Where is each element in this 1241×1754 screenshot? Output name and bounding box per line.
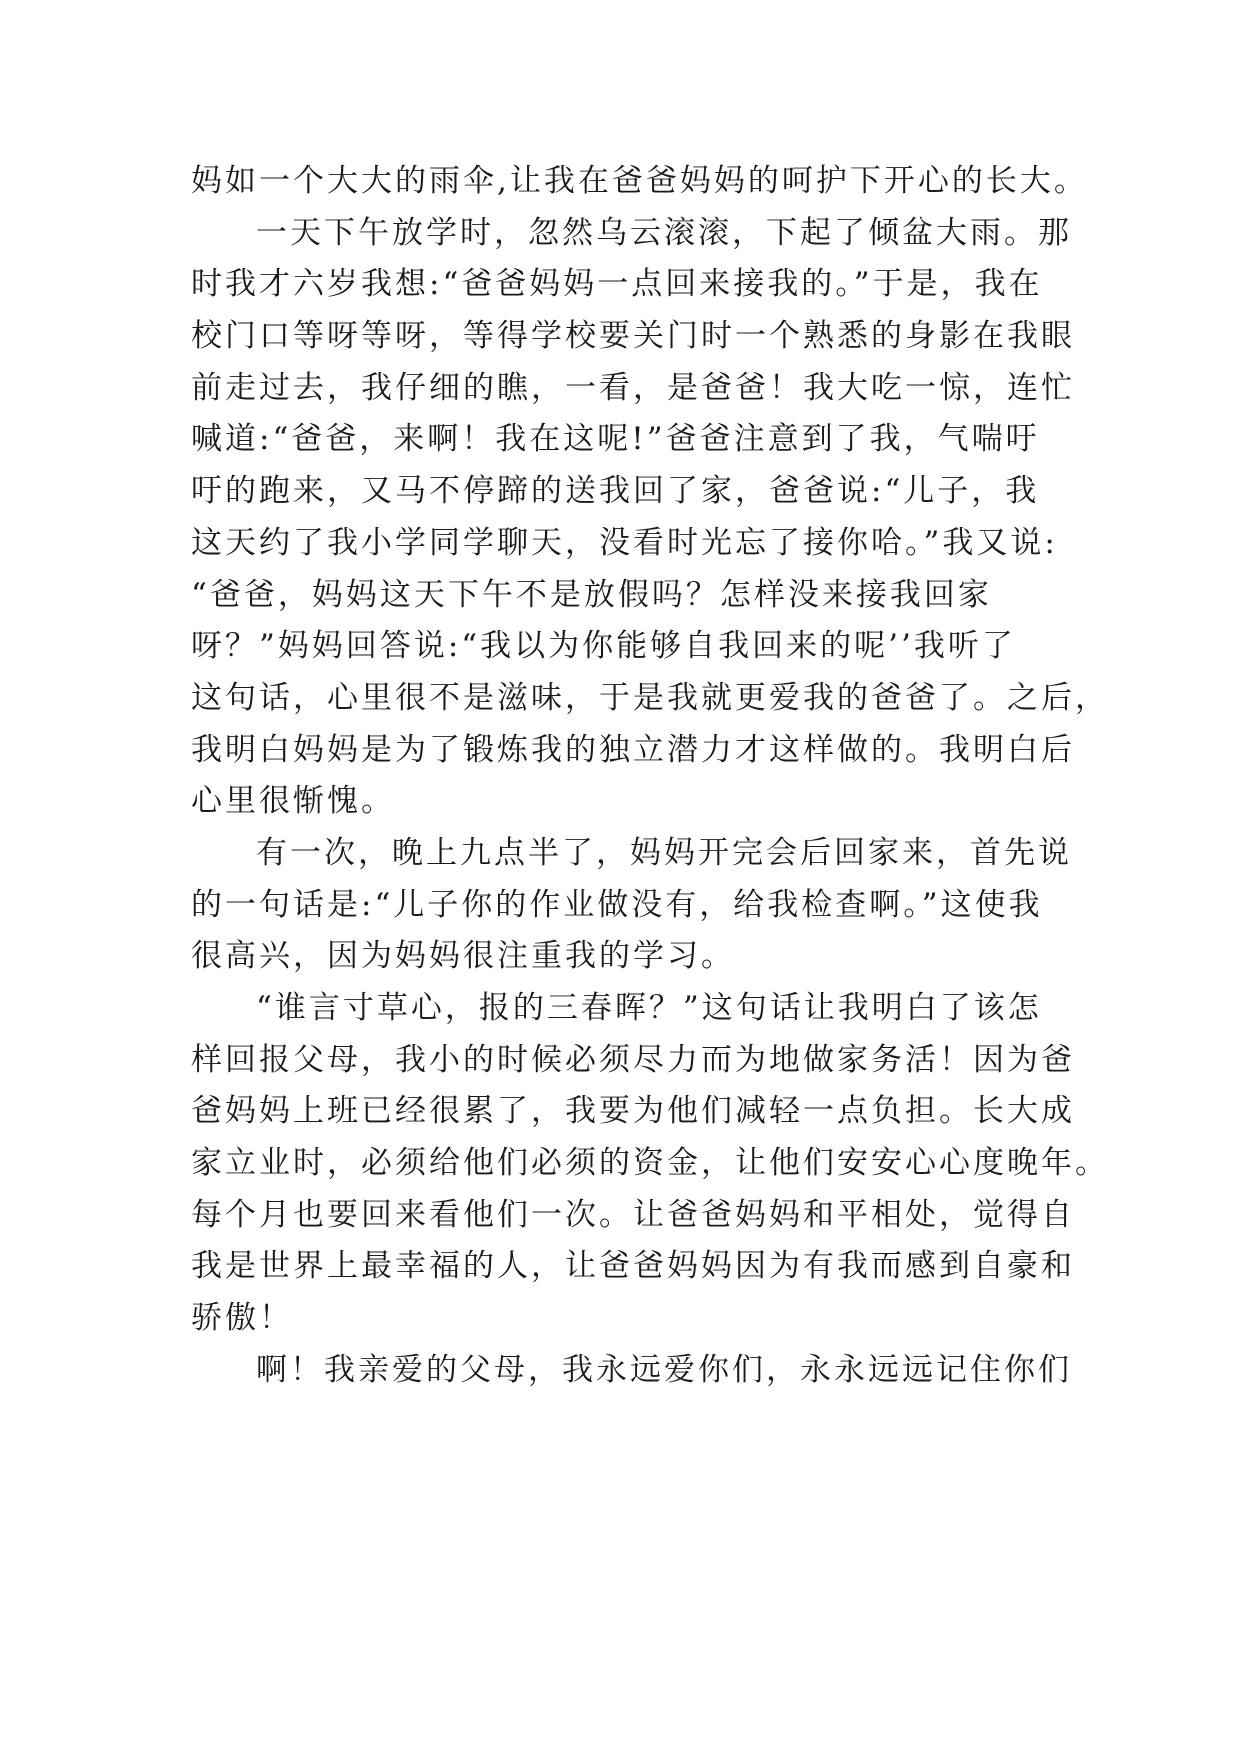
text-line: 这天约了我小学同学聊天，没看时光忘了接你哈。”我又说: [191,524,1058,561]
text-line: 妈如一个大大的雨伞,让我在爸爸妈妈的呵护下开心的长大。 [191,163,1088,199]
text-line: 我是世界上最幸福的人，让爸爸妈妈因为有我而感到自豪和 [191,1248,1075,1285]
text-line: 吁的跑来，又马不停蹄的送我回了家，爸爸说:“儿子，我 [191,473,1040,510]
text-line: 我明白妈妈是为了锻炼我的独立潜力才这样做的。我明白后 [191,731,1075,768]
text-line: 有一次，晚上九点半了，妈妈开完会后回家来，首先说 [256,834,1072,871]
text-line: 时我才六岁我想:“爸爸妈妈一点回来接我的。”于是，我在 [191,266,1043,303]
text-line: 喊道:“爸爸，来啊！我在这呢!”爸爸注意到了我，气喘吁 [191,421,1040,458]
text-line: 校门口等呀等呀，等得学校要关门时一个熟悉的身影在我眼 [191,318,1075,355]
text-line: 样回报父母，我小的时候必须尽力而为地做家务活！因为爸 [191,1041,1075,1078]
text-line: 的一句话是:“儿子你的作业做没有，给我检查啊。”这使我 [191,886,1043,923]
document-body [191,156,1109,1397]
text-line: 家立业时，必须给他们必须的资金，让他们安安心心度晚年。 [191,1145,1109,1182]
text-line: “谁言寸草心，报的三春晖？”这句话让我明白了该怎 [256,990,1042,1026]
text-line: 爸妈妈上班已经很累了，我要为他们减轻一点负担。长大成 [191,1093,1075,1130]
text-line: 前走过去，我仔细的瞧，一看，是爸爸！我大吃一惊，连忙 [191,369,1075,406]
text-line: 啊！我亲爱的父母，我永远爱你们，永永远远记住你们 [256,1351,1072,1388]
text-line: 骄傲！ [191,1300,293,1337]
text-line: “爸爸，妈妈这天下午不是放假吗？怎样没来接我回家 [191,576,992,613]
text-line: 很高兴，因为妈妈很注重我的学习。 [191,938,735,975]
text-line: 一天下午放学时，忽然乌云滚滚，下起了倾盆大雨。那 [256,214,1072,251]
text-line: 每个月也要回来看他们一次。让爸爸妈妈和平相处，觉得自 [191,1196,1075,1233]
text-line: 这句话，心里很不是滋味，于是我就更爱我的爸爸了。之后， [191,679,1109,716]
text-line: 心里很惭愧。 [191,783,395,820]
text-line: 呀？”妈妈回答说:“我以为你能够自我回来的呢’’我听了 [191,628,1016,665]
